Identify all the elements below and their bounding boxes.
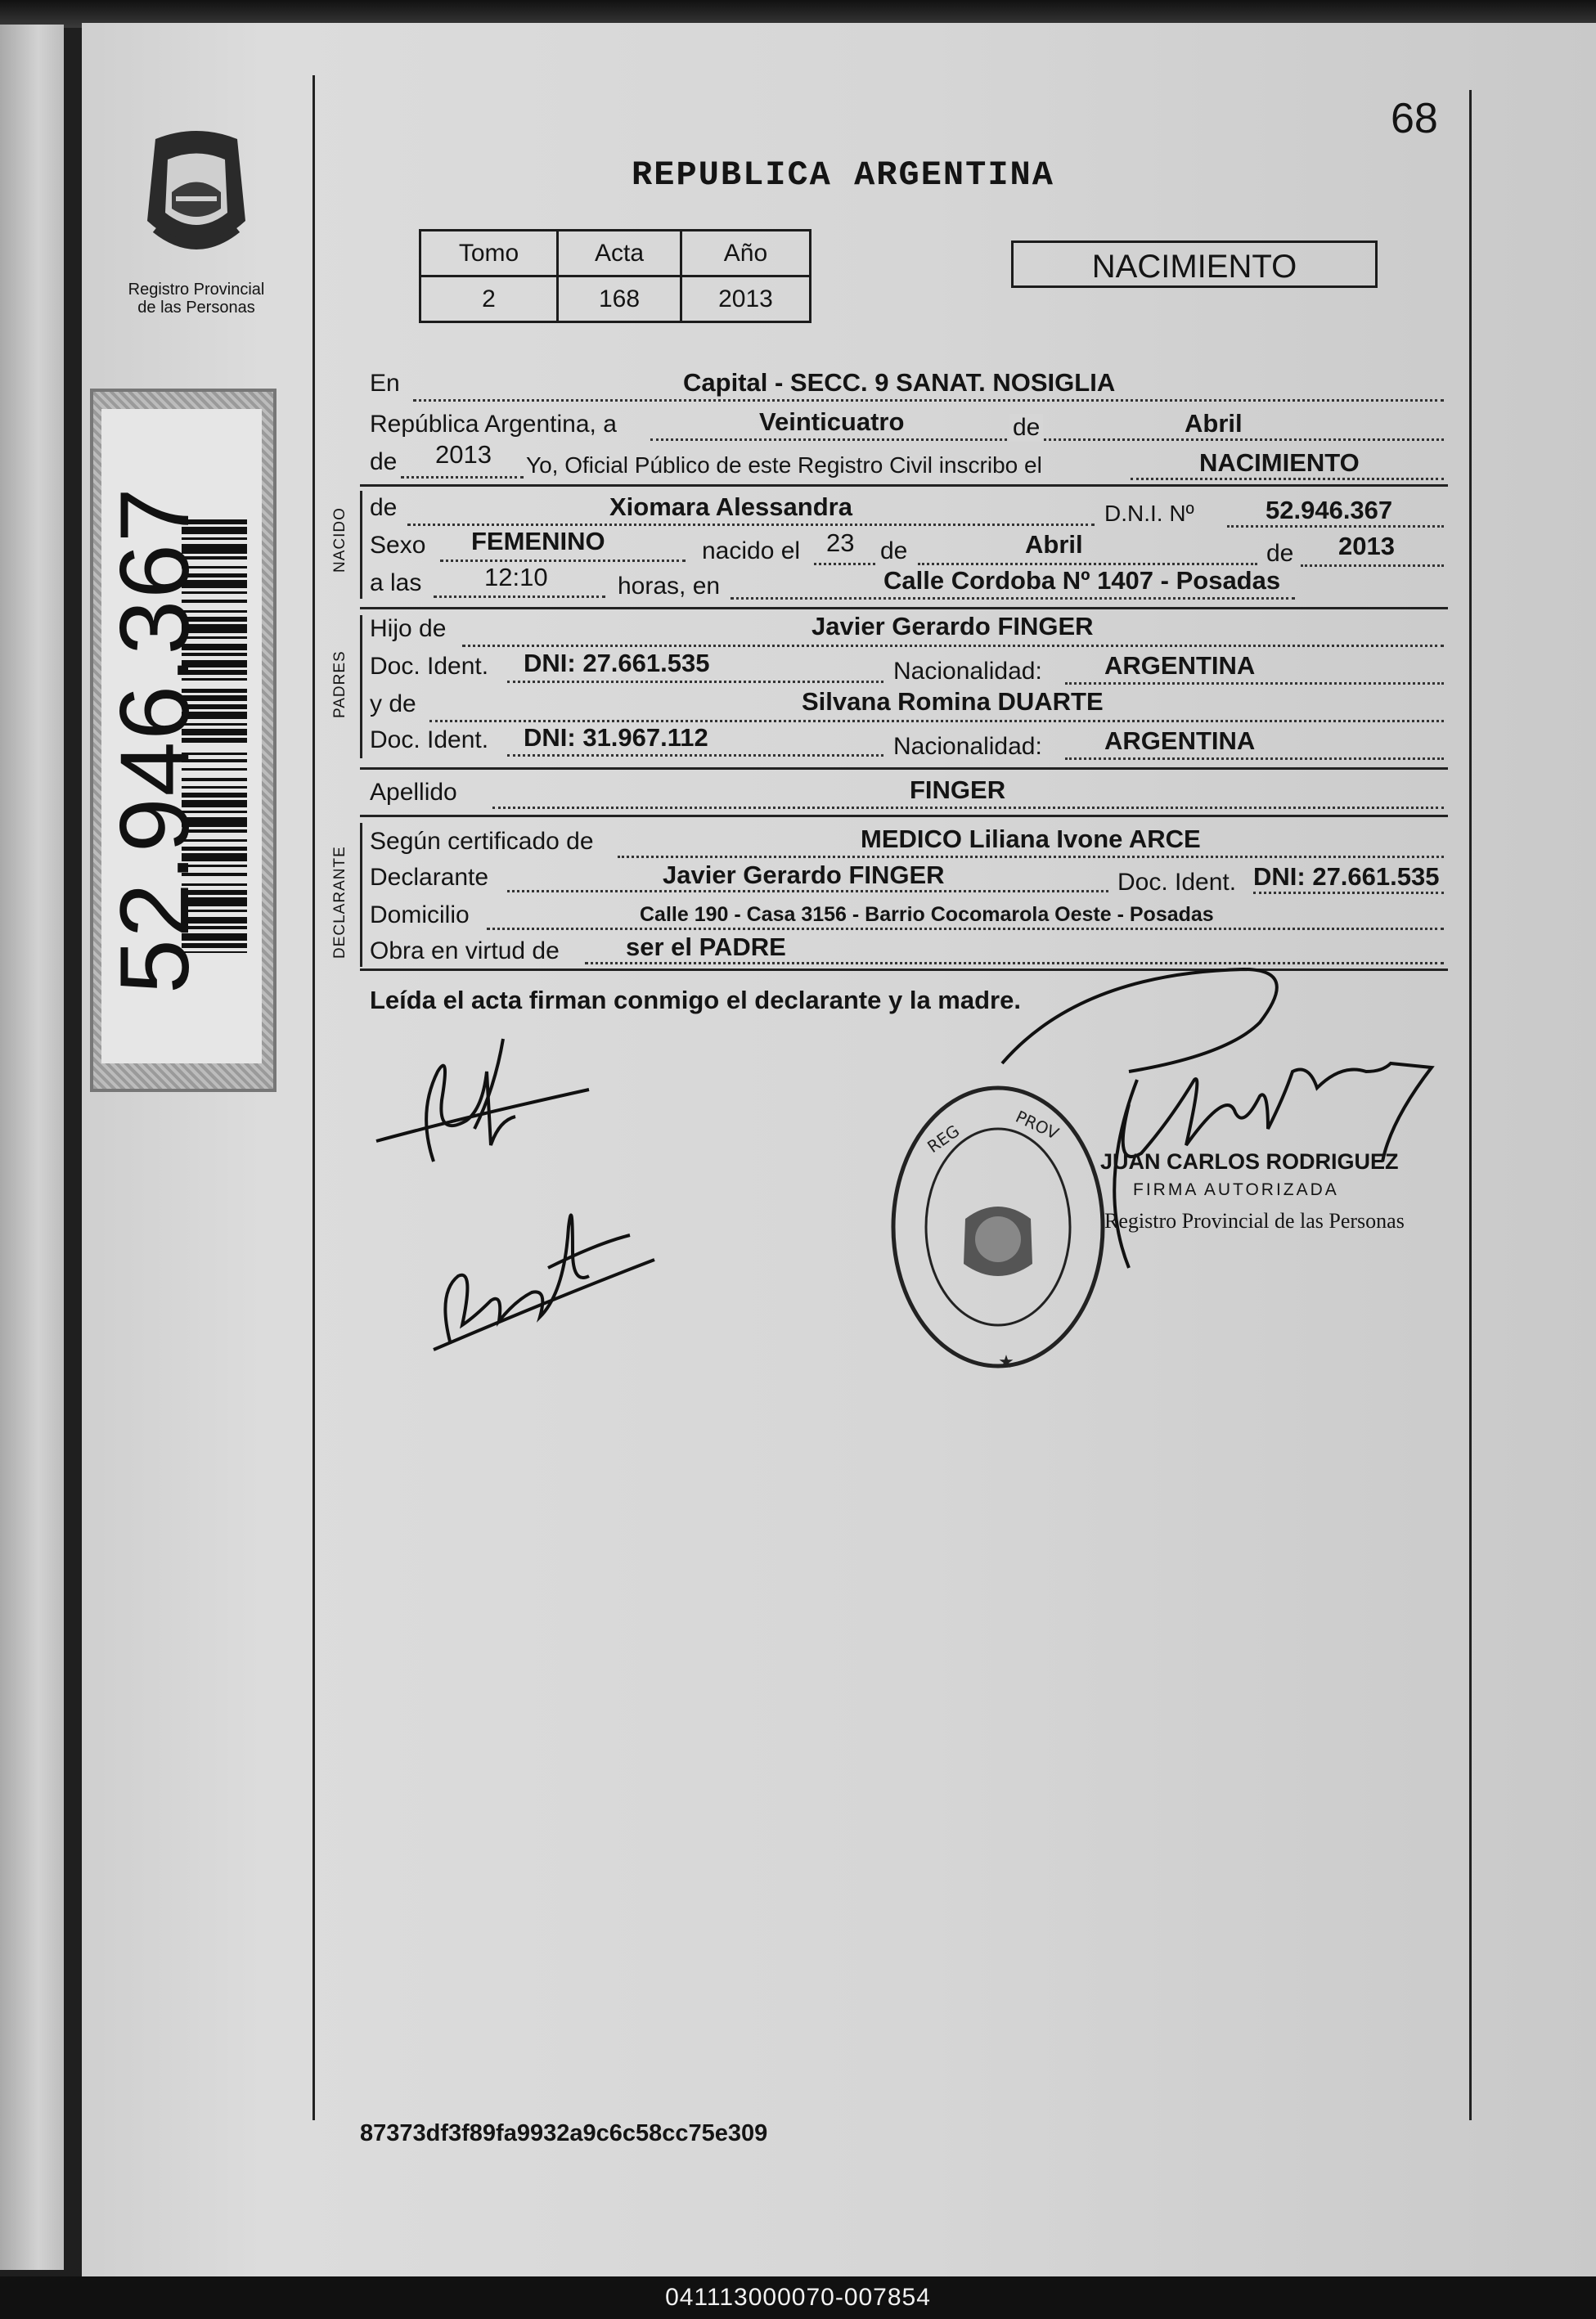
father-name-value: Javier Gerardo FINGER (811, 612, 1094, 640)
en-value: Capital - SECC. 9 SANAT. NOSIGLIA (683, 368, 1116, 397)
mother-signature-icon (425, 1178, 663, 1366)
name-dots (407, 524, 1095, 526)
divider-1 (360, 484, 1448, 487)
nacido-bar (360, 491, 362, 599)
birth-day-value: 23 (826, 528, 855, 557)
provincial-seal-icon (131, 123, 262, 270)
domicilio-label: Domicilio (370, 901, 470, 928)
birth-day-dots (814, 563, 875, 565)
horas-label: horas, en (618, 573, 721, 600)
en-dots (413, 399, 1444, 402)
scan-footer-id: 041113000070-007854 (0, 2276, 1596, 2319)
nacido-el-label: nacido el (702, 537, 801, 564)
right-margin-line (1469, 90, 1472, 2120)
time-value: 12:10 (484, 563, 548, 591)
padres-bar (360, 615, 362, 758)
register-value-acta: 168 (558, 276, 681, 322)
register-header-row (420, 231, 811, 276)
register-value-tomo: 2 (420, 276, 558, 322)
obra-label: Obra en virtud de (370, 937, 560, 964)
mother-dots (429, 720, 1444, 722)
father-dots (462, 645, 1444, 647)
register-value-row (420, 276, 811, 322)
seal-caption-line1: Registro Provincial (128, 281, 265, 299)
month-value: Abril (1185, 409, 1243, 438)
birth-de2-label: de (1266, 540, 1294, 567)
svg-text:PROV: PROV (1012, 1106, 1062, 1144)
year-de-label: de (370, 448, 398, 475)
certificado-label: Según certificado de (370, 828, 594, 855)
registry-stamp-icon (883, 1072, 1113, 1382)
yo-text: Yo, Oficial Público de este Registro Civil inscribo el (526, 452, 1042, 478)
yde-label: y de (370, 690, 416, 717)
dni-label: D.N.I. Nº (1104, 501, 1194, 526)
declarante-dots (507, 890, 1108, 892)
decl-doc-value: DNI: 27.661.535 (1253, 862, 1440, 891)
page-number: 68 (1391, 95, 1438, 142)
place-value: Calle Cordoba Nº 1407 - Posadas (883, 566, 1281, 595)
a-las-label: a las (370, 569, 422, 596)
month-de-label: de (1009, 414, 1043, 442)
declarante-section-label: DECLARANTE (331, 846, 348, 959)
year-dots (401, 476, 524, 479)
certificado-value: MEDICO Liliana Ivone ARCE (861, 825, 1201, 853)
mother-doc-dots (507, 754, 883, 757)
father-nationality-value: ARGENTINA (1104, 651, 1256, 680)
register-table (419, 229, 811, 323)
mother-name-value: Silvana Romina DUARTE (802, 687, 1104, 716)
declarante-bar (360, 823, 362, 967)
document-type-box: NACIMIENTO (1011, 240, 1378, 288)
nac2-label: Nacionalidad: (893, 733, 1042, 760)
register-header-tomo: Tomo (420, 231, 558, 276)
father-doc-dots (507, 681, 883, 683)
birth-de1-label: de (880, 537, 908, 564)
republica-label: República Argentina, a (370, 411, 617, 438)
left-binding-sheet (0, 25, 64, 2270)
doc2-label: Doc. Ident. (370, 726, 489, 753)
dni-dots (1227, 525, 1444, 528)
declarante-label: Declarante (370, 864, 489, 891)
domicilio-dots (487, 928, 1444, 930)
authority-role: FIRMA AUTORIZADA (1133, 1180, 1339, 1199)
register-header-ano: Año (681, 231, 811, 276)
svg-text:★: ★ (998, 1352, 1014, 1373)
register-header-acta: Acta (558, 231, 681, 276)
hijo-label: Hijo de (370, 615, 447, 642)
country-title-text: REPUBLICA ARGENTINA (632, 155, 1054, 195)
seal-caption-line2: de las Personas (137, 299, 255, 317)
father-doc-value: DNI: 27.661.535 (524, 649, 710, 677)
apellido-label: Apellido (370, 779, 457, 806)
closing-statement: Leída el acta firman conmigo el declarante y la madre. (370, 986, 1021, 1014)
barcode-number: 52.946.367 (100, 486, 209, 994)
doc1-label: Doc. Ident. (370, 653, 489, 680)
birth-month-dots (918, 563, 1257, 565)
apellido-value: FINGER (910, 775, 1006, 804)
act-value: NACIMIENTO (1199, 448, 1360, 477)
declarante-value: Javier Gerardo FINGER (663, 861, 945, 889)
padres-section-label: PADRES (331, 650, 348, 718)
obra-value: ser el PADRE (626, 933, 786, 961)
birth-year-dots (1301, 564, 1444, 567)
register-value-ano: 2013 (681, 276, 811, 322)
time-dots (434, 595, 605, 598)
child-name-value: Xiomara Alessandra (609, 492, 852, 521)
divider-3 (360, 767, 1448, 770)
svg-text:REG: REG (924, 1121, 964, 1157)
authority-organization: Registro Provincial de las Personas (1104, 1209, 1405, 1233)
year-value: 2013 (435, 440, 492, 469)
nac1-label: Nacionalidad: (893, 658, 1042, 685)
document-hash: 87373df3f89fa9932a9c6c58cc75e309 (360, 2120, 768, 2146)
decl-doc-label: Doc. Ident. (1117, 869, 1237, 896)
mother-nat-dots (1065, 757, 1444, 760)
father-nat-dots (1065, 682, 1444, 685)
act-dots (1131, 478, 1444, 480)
nacido-de-label: de (370, 494, 398, 521)
nacido-section-label: NACIDO (331, 507, 348, 573)
left-margin-line (312, 75, 315, 2120)
domicilio-value: Calle 190 - Casa 3156 - Barrio Cocomarola Oeste - Posadas (640, 903, 1214, 926)
place-dots (731, 597, 1295, 600)
mother-doc-value: DNI: 31.967.112 (524, 723, 708, 752)
sexo-label: Sexo (370, 532, 426, 559)
republica-dots (650, 438, 1444, 441)
declarant-signature-icon (360, 1022, 605, 1178)
divider-2 (360, 607, 1448, 609)
child-dni-value: 52.946.367 (1266, 496, 1393, 524)
sexo-dots (440, 560, 686, 562)
seal-caption (115, 281, 278, 317)
divider-4 (360, 815, 1448, 817)
birth-year-value: 2013 (1338, 532, 1395, 560)
decl-doc-dots (1253, 892, 1444, 894)
birth-month-value: Abril (1025, 530, 1083, 559)
authority-name: JUAN CARLOS RODRIGUEZ (1100, 1149, 1399, 1174)
day-value: Veinticuatro (759, 407, 905, 436)
sexo-value: FEMENINO (471, 527, 605, 555)
en-label: En (370, 370, 400, 397)
apellido-dots (492, 807, 1444, 809)
country-title (0, 155, 1596, 195)
certificado-dots (618, 856, 1444, 858)
mother-nationality-value: ARGENTINA (1104, 726, 1256, 755)
